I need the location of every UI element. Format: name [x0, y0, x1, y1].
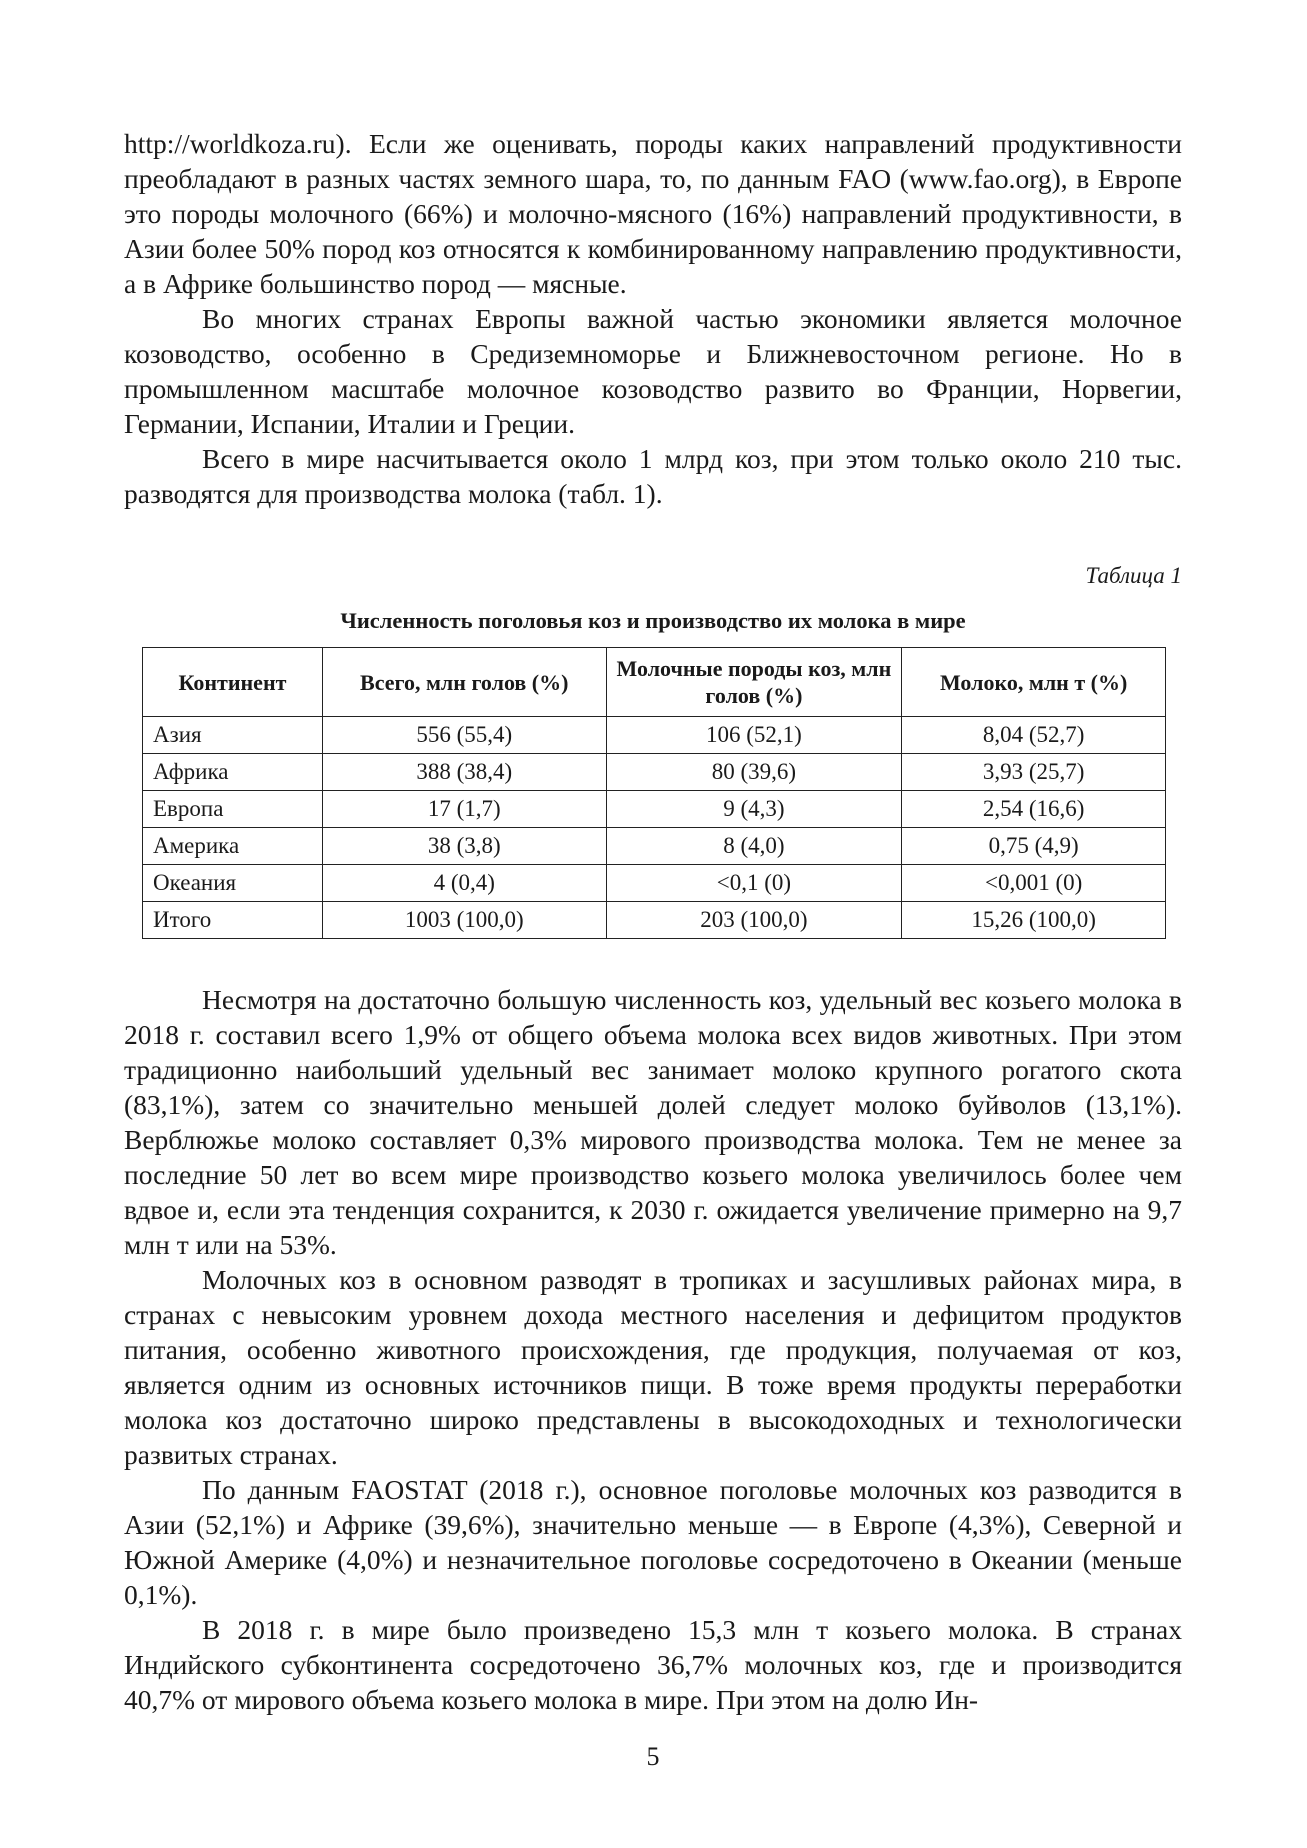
cell-total: 556 (55,4) [322, 717, 606, 754]
cell-milk: 8,04 (52,7) [902, 717, 1166, 754]
paragraph: По данным FAOSTAT (2018 г.), основное поголовье молочных коз разводится в Азии (52,1%) и Африке (39,6%), значительно меньше — в Европе (4,3%), Северной и Южной Америке (4,0%) и незначительное поголовье сосредоточено в Океании (меньше 0,1%). [124, 1474, 1182, 1610]
table-row [143, 828, 1166, 865]
paragraph: http://worldkoza.ru). Если же оценивать, породы каких направлений продуктивности преобладают в разных частях земного шара, то, по данным FAO (www.fao.org), в Европе это породы молочного (66%) и молочно-мясного (16%) направлений продуктивности, в Азии более 50% пород коз относятся к комбинированному направлению продуктивности, а в Африке большинство пород — мясные. [124, 128, 1182, 299]
cell-continent: Итого [143, 902, 323, 939]
cell-milk: 15,26 (100,0) [902, 902, 1166, 939]
cell-continent: Азия [143, 717, 323, 754]
cell-milk: 3,93 (25,7) [902, 754, 1166, 791]
cell-continent: Африка [143, 754, 323, 791]
top-text-block [124, 126, 1182, 511]
bottom-text-block [124, 982, 1182, 1717]
table-title: Численность поголовья коз и производство их молока в мире [340, 608, 966, 633]
header-total: Всего, млн голов (%) [322, 648, 606, 717]
table-row [143, 791, 1166, 828]
cell-milk: 2,54 (16,6) [902, 791, 1166, 828]
cell-milk: <0,001 (0) [902, 865, 1166, 902]
paragraph: В 2018 г. в мире было произведено 15,3 млн т козьего молока. В странах Индийского субконтинента сосредоточено 36,7% молочных коз, где и производится 40,7% от мирового объема козьего молока в мире. При этом на долю Ин- [124, 1614, 1182, 1715]
table-caption: Таблица 1 [1085, 563, 1182, 588]
cell-milk: 0,75 (4,9) [902, 828, 1166, 865]
cell-total: 388 (38,4) [322, 754, 606, 791]
paragraph: Молочных коз в основном разводят в тропиках и засушливых районах мира, в странах с невысоким уровнем дохода местного населения и дефицитом продуктов питания, особенно животного происхождения, где продукция, получаемая от коз, является одним из основных источников пищи. В тоже время продукты переработки молока коз достаточно широко представлены в высокодоходных и технологически развитых странах. [124, 1264, 1182, 1470]
paragraph: Во многих странах Европы важной частью экономики является молочное козоводство, особенно в Средиземноморье и Ближневосточном регионе. Но в промышленном масштабе молочное козоводство развито во Франции, Норвегии, Германии, Испании, Италии и Греции. [124, 303, 1182, 439]
cell-total: 17 (1,7) [322, 791, 606, 828]
table-row [143, 865, 1166, 902]
cell-dairy: 80 (39,6) [606, 754, 902, 791]
table-row [143, 717, 1166, 754]
cell-dairy: 203 (100,0) [606, 902, 902, 939]
cell-dairy: 106 (52,1) [606, 717, 902, 754]
cell-continent: Океания [143, 865, 323, 902]
cell-continent: Европа [143, 791, 323, 828]
table-row-total [143, 902, 1166, 939]
paragraph: Несмотря на достаточно большую численность коз, удельный вес козьего молока в 2018 г. составил всего 1,9% от общего объема молока всех видов животных. При этом традиционно наибольший удельный вес занимает молоко крупного рогатого скота (83,1%), затем со значительно меньшей долей следует молоко буйволов (13,1%). Верблюжье молоко составляет 0,3% мирового производства молока. Тем не менее за последние 50 лет во всем мире производство козьего молока увеличилось более чем вдвое и, если эта тенденция сохранится, к 2030 г. ожидается увеличение примерно на 9,7 млн т или на 53%. [124, 984, 1182, 1260]
cell-total: 4 (0,4) [322, 865, 606, 902]
cell-total: 1003 (100,0) [322, 902, 606, 939]
cell-dairy: 9 (4,3) [606, 791, 902, 828]
goat-statistics-table [142, 647, 1166, 939]
cell-dairy: <0,1 (0) [606, 865, 902, 902]
cell-continent: Америка [143, 828, 323, 865]
header-continent: Континент [143, 648, 323, 717]
page-number: 5 [646, 1742, 660, 1771]
table-row [143, 754, 1166, 791]
header-dairy-breeds: Молочные породы коз, млн голов (%) [606, 648, 902, 717]
table-header-row [143, 648, 1166, 717]
paragraph: Всего в мире насчитывается около 1 млрд коз, при этом только около 210 тыс. разводятся для производства молока (табл. 1). [124, 443, 1182, 509]
header-milk: Молоко, млн т (%) [902, 648, 1166, 717]
cell-dairy: 8 (4,0) [606, 828, 902, 865]
cell-total: 38 (3,8) [322, 828, 606, 865]
